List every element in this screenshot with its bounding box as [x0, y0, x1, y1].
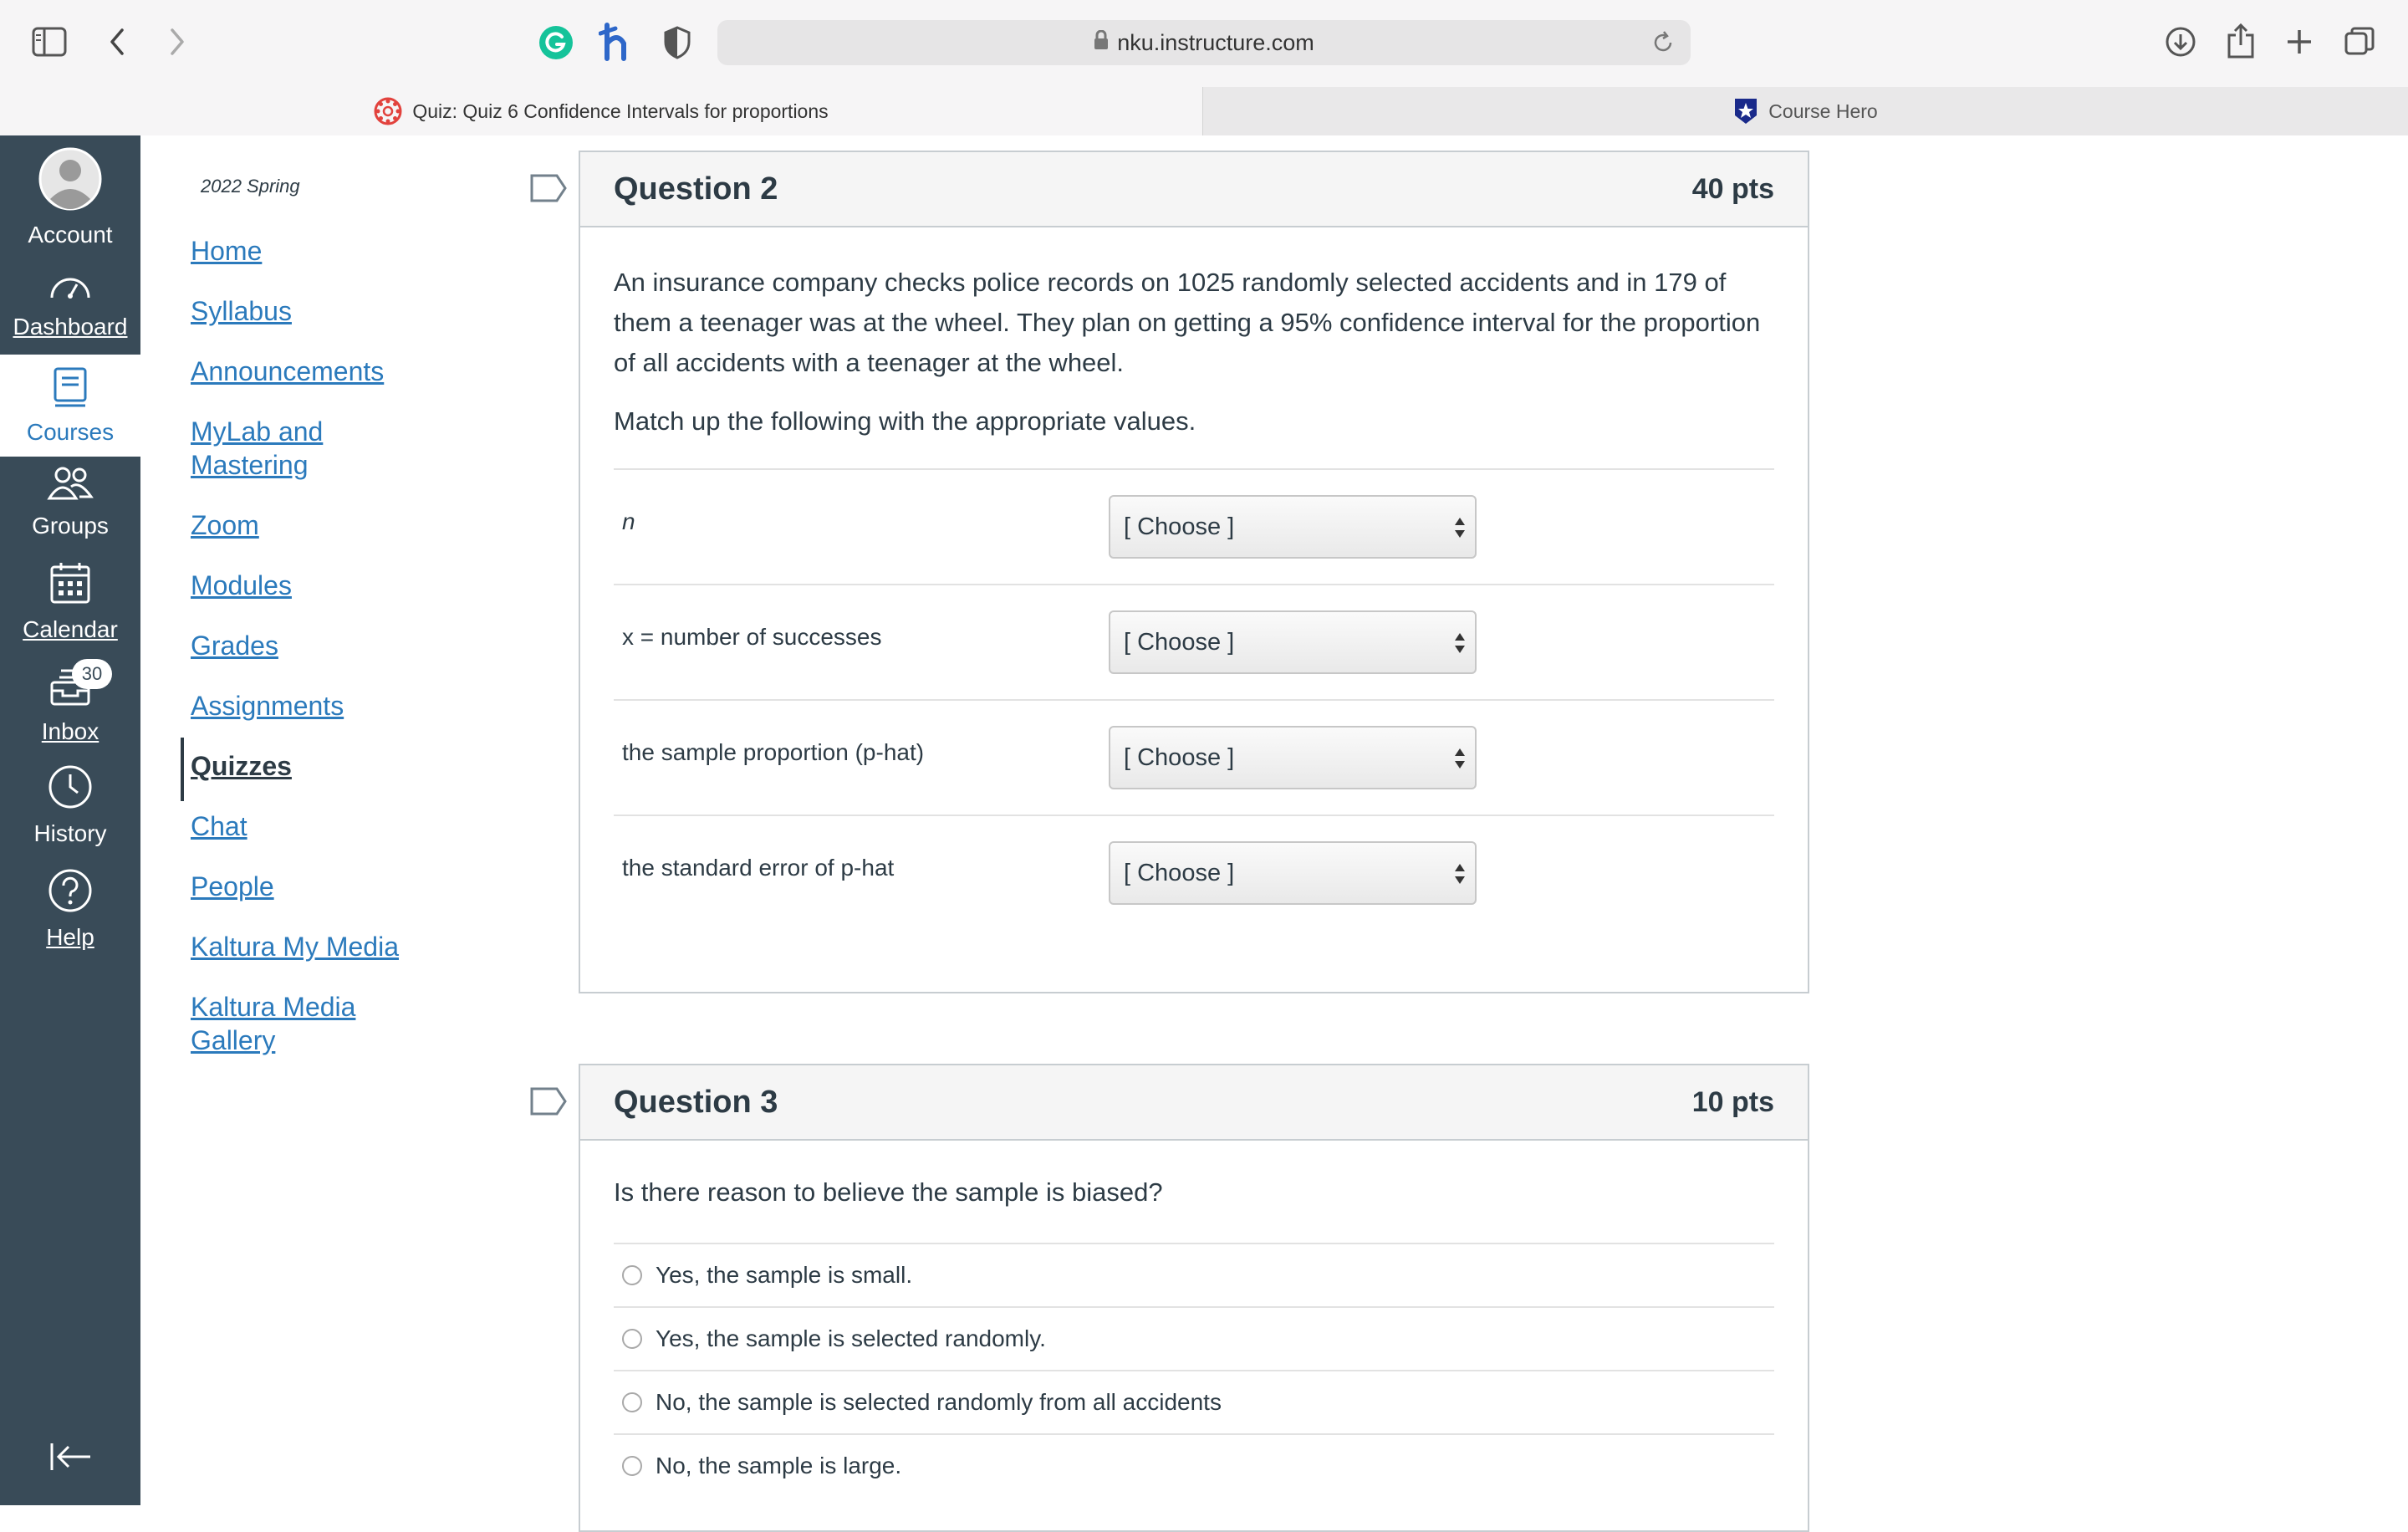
radio-button[interactable] — [622, 1392, 642, 1412]
course-nav-chat[interactable]: Chat — [191, 811, 247, 841]
history-clock-icon — [48, 764, 93, 815]
global-nav-calendar[interactable] — [0, 560, 140, 643]
collapse-nav-icon[interactable] — [48, 1440, 94, 1478]
flag-question-2-icon[interactable] — [530, 174, 567, 207]
dashboard-icon — [47, 269, 94, 309]
question-2-instruction: Match up the following with the appropriate values. — [614, 406, 1196, 436]
question-3 — [579, 1064, 1809, 1532]
courses-icon — [52, 366, 89, 414]
match-select-standard-error[interactable] — [1109, 841, 1477, 905]
course-nav-announcements[interactable]: Announcements — [191, 356, 385, 386]
course-nav-home[interactable]: Home — [191, 236, 263, 266]
global-nav-calendar-label: Calendar — [23, 616, 118, 642]
question-3-title: Question 3 — [614, 1084, 778, 1120]
global-nav-dashboard-label: Dashboard — [13, 314, 128, 340]
url-text: nku.instructure.com — [1117, 29, 1314, 55]
downloads-icon[interactable] — [2164, 25, 2197, 59]
match-select-n[interactable] — [1109, 495, 1477, 559]
global-nav-groups[interactable] — [0, 465, 140, 539]
course-nav-grades[interactable]: Grades — [191, 631, 278, 661]
tab-quiz[interactable] — [0, 87, 1202, 135]
course-nav-mylab[interactable]: MyLab and Mastering — [191, 416, 324, 480]
answer-option[interactable] — [614, 1306, 1774, 1370]
global-nav-dashboard[interactable] — [0, 269, 140, 340]
browser-toolbar — [0, 0, 2408, 87]
tab-course-hero[interactable] — [1202, 87, 2408, 135]
global-nav-groups-label: Groups — [32, 513, 109, 539]
question-3-points: 10 pts — [1691, 1085, 1774, 1118]
question-2 — [579, 151, 1809, 993]
global-nav-account[interactable] — [0, 147, 140, 248]
match-label: the standard error of p-hat — [622, 855, 895, 881]
select-arrows-icon — [1453, 631, 1467, 662]
match-row — [614, 468, 1774, 584]
honey-extension-icon[interactable] — [599, 22, 632, 62]
match-row — [614, 584, 1774, 699]
course-nav-people[interactable]: People — [191, 871, 274, 901]
global-nav-courses[interactable] — [0, 355, 140, 457]
answer-label: Yes, the sample is selected randomly. — [656, 1325, 1046, 1351]
select-arrows-icon — [1453, 515, 1467, 547]
global-nav-help[interactable] — [0, 868, 140, 951]
match-row — [614, 699, 1774, 815]
global-nav-courses-label: Courses — [26, 419, 115, 445]
share-icon[interactable] — [2226, 22, 2256, 60]
course-hero-favicon-icon — [1733, 97, 1758, 125]
global-nav-history[interactable] — [0, 764, 140, 847]
global-nav-history-label: History — [33, 820, 107, 846]
course-nav-modules[interactable]: Modules — [191, 570, 292, 600]
grammarly-extension-icon[interactable] — [538, 25, 574, 60]
account-avatar-icon — [38, 147, 102, 217]
answer-label: No, the sample is selected randomly from all accidents — [656, 1389, 1222, 1415]
global-nav-inbox-label: Inbox — [41, 718, 99, 744]
match-label: x = number of successes — [622, 624, 882, 650]
new-tab-icon[interactable] — [2284, 25, 2314, 59]
match-select-x[interactable] — [1109, 610, 1477, 674]
radio-button[interactable] — [622, 1456, 642, 1476]
radio-button[interactable] — [622, 1265, 642, 1285]
inbox-unread-badge: 30 — [72, 659, 112, 689]
answer-label: No, the sample is large. — [656, 1453, 902, 1478]
question-3-header — [580, 1065, 1808, 1141]
match-label: the sample proportion (p-hat) — [622, 739, 925, 765]
lock-icon — [1094, 30, 1109, 55]
select-value: [ Choose ] — [1124, 859, 1235, 886]
forward-icon[interactable] — [166, 25, 189, 59]
flag-question-3-icon[interactable] — [530, 1087, 567, 1120]
question-2-text: An insurance company checks police records on 1025 randomly selected accidents and in 179 of them a teenager was at the wheel. They plan on getting a 95% confidence interval for the proportion of all accidents with a teenager at the wheel. — [614, 268, 1761, 377]
course-nav — [140, 135, 492, 1505]
select-value: [ Choose ] — [1124, 513, 1235, 540]
course-nav-assignments[interactable]: Assignments — [191, 691, 344, 721]
select-value: [ Choose ] — [1124, 743, 1235, 771]
address-bar[interactable] — [717, 20, 1691, 65]
global-nav — [0, 135, 140, 1505]
groups-icon — [46, 465, 94, 508]
global-nav-help-label: Help — [46, 924, 94, 950]
radio-button[interactable] — [622, 1329, 642, 1349]
global-nav-account-label: Account — [28, 222, 113, 248]
sidebar-toggle-icon[interactable] — [32, 25, 69, 59]
calendar-icon — [49, 560, 91, 611]
select-value: [ Choose ] — [1124, 628, 1235, 656]
course-nav-kaltura-media-gallery[interactable]: Kaltura Media Gallery — [191, 992, 356, 1055]
question-2-header — [580, 152, 1808, 227]
answer-option[interactable] — [614, 1243, 1774, 1306]
canvas-favicon-icon — [374, 97, 402, 125]
active-indicator — [181, 738, 184, 801]
course-nav-syllabus[interactable]: Syllabus — [191, 296, 292, 326]
tab-overview-icon[interactable] — [2343, 25, 2376, 59]
match-label: n — [622, 508, 635, 534]
select-arrows-icon — [1453, 746, 1467, 778]
match-select-p-hat[interactable] — [1109, 726, 1477, 789]
answer-label: Yes, the sample is small. — [656, 1262, 913, 1288]
question-3-text: Is there reason to believe the sample is biased? — [614, 1177, 1163, 1207]
privacy-shield-icon[interactable] — [662, 25, 692, 60]
answer-option[interactable] — [614, 1433, 1774, 1497]
course-nav-quizzes[interactable]: Quizzes — [191, 751, 292, 781]
tab-bar — [0, 87, 2408, 135]
tab-course-hero-label: Course Hero — [1768, 100, 1878, 122]
course-term: 2022 Spring — [201, 176, 300, 197]
question-2-points: 40 pts — [1691, 172, 1774, 205]
back-icon[interactable] — [105, 25, 129, 59]
reload-icon[interactable] — [1650, 30, 1676, 61]
answer-option[interactable] — [614, 1370, 1774, 1433]
match-row — [614, 815, 1774, 930]
help-icon — [48, 868, 93, 919]
global-nav-inbox[interactable] — [0, 662, 140, 745]
tab-quiz-label: Quiz: Quiz 6 Confidence Intervals for proportions — [412, 100, 829, 122]
question-2-title: Question 2 — [614, 171, 778, 207]
select-arrows-icon — [1453, 861, 1467, 893]
course-nav-zoom[interactable]: Zoom — [191, 510, 259, 540]
course-nav-kaltura-my-media[interactable]: Kaltura My Media — [191, 932, 399, 962]
